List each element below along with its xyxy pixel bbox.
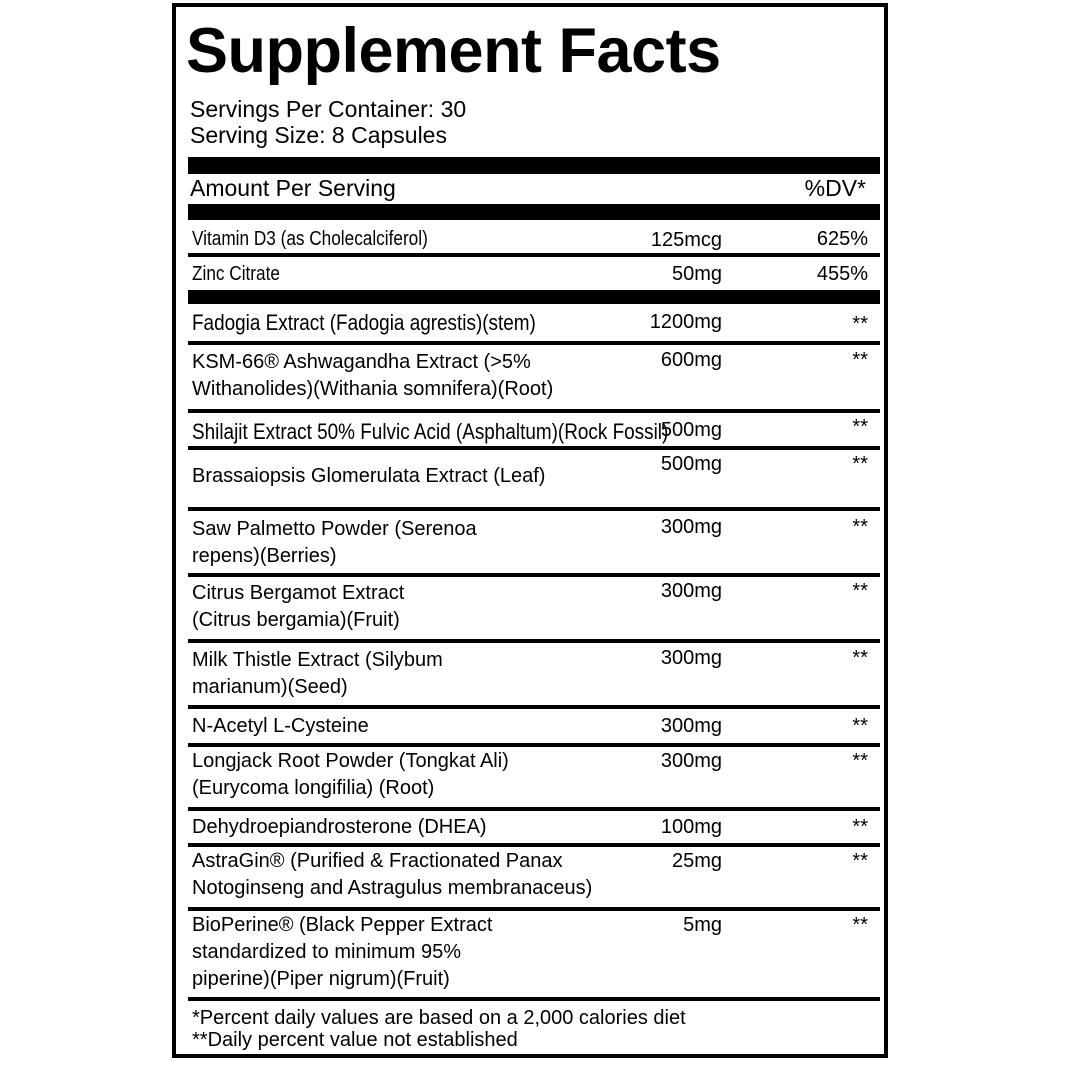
- ingredient-dv: **: [852, 850, 868, 872]
- ingredient-dv: **: [852, 416, 868, 438]
- ingredient-dv: **: [852, 816, 868, 838]
- row-divider: [188, 341, 880, 345]
- row-divider: [188, 907, 880, 911]
- ingredient-amount: 300mg: [660, 715, 722, 737]
- thick-rule-top: [188, 157, 880, 174]
- ingredient-dv: 625%: [816, 228, 868, 250]
- thick-rule-vitamins: [188, 290, 880, 304]
- ingredient-amount: 50mg: [671, 263, 722, 285]
- ingredient-dv: **: [852, 914, 868, 936]
- ingredient-dv: **: [852, 580, 868, 602]
- ingredient-amount: 500mg: [660, 453, 722, 475]
- row-divider: [188, 843, 880, 847]
- ingredient-name: Zinc Citrate: [192, 263, 280, 285]
- row-divider: [188, 807, 880, 811]
- panel-title: Supplement Facts: [186, 16, 721, 86]
- amount-per-serving-header: Amount Per Serving: [190, 175, 396, 201]
- servings-per-container: Servings Per Container: 30: [190, 96, 467, 122]
- ingredient-amount: 125mcg: [650, 229, 722, 251]
- row-divider: [188, 573, 880, 577]
- row-divider: [188, 997, 880, 1001]
- ingredient-name: N-Acetyl L-Cysteine: [192, 715, 369, 737]
- ingredient-name: Milk Thistle Extract (Silybum marianum)(Seed): [192, 649, 443, 698]
- ingredient-amount: 500mg: [660, 419, 722, 441]
- row-divider: [188, 639, 880, 643]
- row-divider: [188, 507, 880, 511]
- ingredient-name: Vitamin D3 (as Cholecalciferol): [192, 228, 428, 250]
- ingredient-amount: 100mg: [660, 816, 722, 838]
- ingredient-name: BioPerine® (Black Pepper Extract standardized to minimum 95% piperine)(Piper nigrum)(Fruit): [192, 914, 493, 990]
- ingredient-name: Saw Palmetto Powder (Serenoa repens)(Berries): [192, 518, 477, 567]
- ingredient-name: Shilajit Extract 50% Fulvic Acid (Asphaltum)(Rock Fossil): [192, 419, 669, 444]
- serving-size: Serving Size: 8 Capsules: [190, 122, 447, 148]
- ingredient-name: Citrus Bergamot Extract (Citrus bergamia)(Fruit): [192, 582, 405, 631]
- ingredient-name: Brassaiopsis Glomerulata Extract (Leaf): [192, 465, 546, 487]
- row-divider: [188, 743, 880, 747]
- thick-rule-header: [188, 204, 880, 220]
- ingredient-amount: 5mg: [683, 914, 722, 936]
- row-divider: [188, 409, 880, 413]
- ingredient-amount: 600mg: [660, 349, 722, 371]
- ingredient-amount: 300mg: [660, 580, 722, 602]
- ingredient-amount: 300mg: [660, 750, 722, 772]
- ingredient-amount: 25mg: [671, 850, 722, 872]
- dv-footnote: *Percent daily values are based on a 2,000 calories diet: [192, 1007, 686, 1029]
- ingredient-amount: 300mg: [660, 647, 722, 669]
- ingredient-name: KSM-66® Ashwagandha Extract (>5% Withanolides)(Withania somnifera)(Root): [192, 351, 554, 400]
- supplement-facts-panel: [172, 3, 888, 1058]
- ingredient-dv: **: [852, 750, 868, 772]
- ingredient-dv: **: [852, 313, 868, 335]
- ingredient-dv: **: [852, 516, 868, 538]
- ingredient-dv: **: [852, 715, 868, 737]
- ingredient-amount: 300mg: [660, 516, 722, 538]
- row-divider: [188, 446, 880, 450]
- ingredient-name: Dehydroepiandrosterone (DHEA): [192, 816, 487, 838]
- ingredient-dv: 455%: [816, 263, 868, 285]
- ingredient-amount: 1200mg: [649, 311, 722, 333]
- ingredient-dv: **: [852, 647, 868, 669]
- not-established-footnote: **Daily percent value not established: [192, 1029, 518, 1051]
- ingredient-dv: **: [852, 453, 868, 475]
- ingredient-name: AstraGin® (Purified & Fractionated Panax Notoginseng and Astragulus membranaceus): [192, 850, 593, 899]
- ingredient-name: Longjack Root Powder (Tongkat Ali)(Eurycoma longifilia) (Root): [192, 750, 509, 799]
- row-divider: [188, 705, 880, 709]
- ingredient-name: Fadogia Extract (Fadogia agrestis)(stem): [192, 310, 536, 335]
- dv-header: %DV*: [804, 175, 866, 201]
- ingredient-dv: **: [852, 349, 868, 371]
- row-divider: [188, 253, 880, 257]
